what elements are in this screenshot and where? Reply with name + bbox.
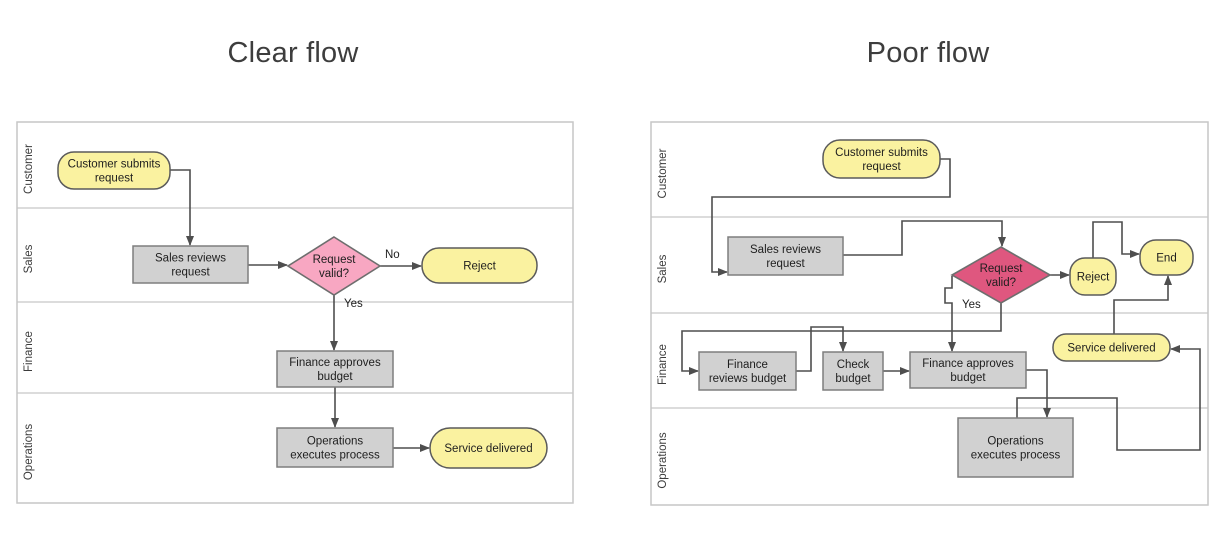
node-label-customer-submits-request: Customer submits request: [835, 147, 928, 173]
lane-label-sales: Sales: [23, 244, 35, 274]
edge-service-to-end: [1114, 276, 1168, 334]
node-operations-executes-process: [958, 418, 1073, 477]
node-label-check-budget: Check budget: [835, 359, 871, 385]
edge-finance-approves-to-operations: [1026, 370, 1047, 417]
lane-label-operations: Operations: [23, 423, 35, 481]
lane-label-customer: Customer: [23, 144, 35, 194]
lane-label-finance: Finance: [23, 331, 35, 372]
lane-label-operations: Operations: [657, 432, 669, 489]
edge-label-decision-yes-to-finance: Yes: [344, 298, 363, 310]
node-label-request-valid: Request valid?: [979, 263, 1023, 289]
clear-flow-diagram: [17, 122, 573, 503]
lane-label-sales: Sales: [657, 254, 669, 284]
node-label-customer-submits-request: Customer submits request: [67, 158, 161, 185]
diagram-title-clear-flow: Clear flow: [227, 37, 359, 69]
lane-label-customer: Customer: [657, 148, 669, 199]
node-label-end: End: [1156, 252, 1177, 265]
node-label-finance-approves-budget: Finance approves budget: [289, 357, 381, 383]
node-request-valid: [952, 247, 1050, 303]
node-request-valid: [288, 237, 380, 295]
node-label-operations-executes-process: Operations executes process: [290, 435, 380, 462]
node-label-operations-executes-process: Operations executes process: [970, 435, 1061, 462]
node-label-sales-reviews-request: Sales reviews request: [155, 252, 226, 279]
node-label-sales-reviews-request: Sales reviews request: [750, 244, 821, 270]
diagram-title-poor-flow: Poor flow: [866, 37, 990, 69]
lane-label-finance: Finance: [657, 344, 669, 385]
node-label-request-valid: Request valid?: [312, 254, 356, 280]
node-label-finance-reviews-budget: Finance reviews budget: [708, 359, 787, 385]
node-label-finance-approves-budget: Finance approves budget: [922, 358, 1014, 384]
edge-label-decision-yes-to-finance-approves: Yes: [962, 299, 981, 311]
edge-reject-to-end: [1093, 222, 1139, 258]
node-label-service-delivered: Service delivered: [1067, 342, 1156, 355]
node-label-service-delivered: Service delivered: [444, 443, 533, 455]
edge-sales-to-decision: [843, 221, 1002, 255]
node-label-reject: Reject: [463, 260, 496, 273]
node-label-reject: Reject: [1076, 271, 1110, 284]
poor-flow-diagram: [651, 122, 1208, 505]
edge-label-decision-no-to-reject: No: [385, 249, 400, 261]
